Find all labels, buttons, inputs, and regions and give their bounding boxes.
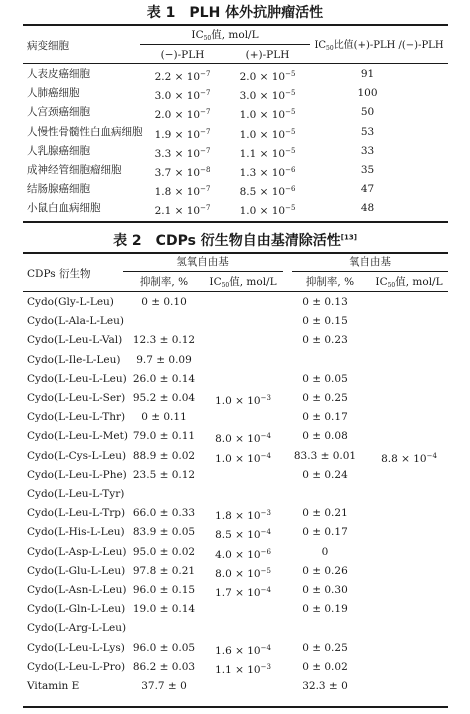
table1-row-cell: 人宫颈癌细胞	[27, 106, 90, 119]
table1-row-ratio: 100	[357, 87, 378, 100]
table1-row-cell: 小鼠白血病细胞	[27, 202, 101, 215]
table2-row-inhibition-1: 97.8 ± 0.21	[132, 564, 196, 577]
table2-row-inhibition-2: 0 ± 0.17	[302, 526, 348, 539]
table2-header-radical1: 氢氧自由基	[176, 256, 229, 268]
table1-row-neg: $1.8 \times 10^{-7}$	[154, 185, 211, 199]
table1-row-neg: $1.9 \times 10^{-7}$	[154, 127, 211, 141]
table2-row-name: Vitamin E	[27, 680, 80, 692]
table2-row-inhibition-2: 0 ± 0.15	[302, 315, 348, 328]
table2-header-compound: CDPs 衍生物	[27, 268, 91, 280]
table2-row-inhibition-1: 66.0 ± 0.33	[132, 507, 196, 520]
table2-bottom-rule	[23, 706, 448, 708]
table1-row-ratio: 48	[360, 202, 375, 215]
table2-row-inhibition-2: 0 ± 0.23	[302, 334, 348, 347]
table1-row-neg: $3.0 \times 10^{-7}$	[154, 89, 211, 103]
table2-row-name: Cydo(L-Leu-L-Pro)	[27, 660, 126, 673]
table2-row-inhibition-1: 79.0 ± 0.11	[132, 430, 196, 443]
table2-row-inhibition-2: 0 ± 0.24	[302, 468, 348, 481]
table2-row-inhibition-2: 83.3 ± 0.01	[293, 449, 357, 462]
table1-header-rule	[23, 63, 448, 64]
table2-header-ic50-2: IC50值, mol/L	[375, 276, 443, 289]
table2-row-ic50-1: $4.0 \times 10^{-6}$	[215, 547, 271, 561]
table1-header-neg: (−)-PLH	[160, 49, 205, 61]
table2-row-inhibition-1: 96.0 ± 0.05	[132, 641, 196, 654]
table1-row-ratio: 33	[360, 144, 375, 157]
table2-row-name: Cydo(L-Asp-L-Leu)	[27, 545, 127, 558]
table2-row-name: Cydo(L-Gln-L-Leu)	[27, 603, 126, 616]
table2-row-inhibition-2: 0 ± 0.02	[302, 660, 348, 673]
table2-row-inhibition-2: 0 ± 0.21	[302, 507, 348, 520]
table1-caption: 表 1 PLH 体外抗肿瘤活性	[146, 5, 324, 21]
table2-row-name: Cydo(L-Leu-L-Lys)	[27, 641, 125, 654]
table2-row-name: Cydo(L-Leu-L-Trp)	[27, 507, 126, 520]
table2-row-inhibition-1: 95.2 ± 0.04	[132, 392, 196, 404]
table2-row-name: Cydo(L-Glu-L-Leu)	[27, 564, 126, 577]
table1-row-neg: $3.7 \times 10^{-8}$	[154, 166, 211, 179]
table2-row-inhibition-1: 23.5 ± 0.12	[132, 468, 196, 481]
table2-row-inhibition-1: 96.0 ± 0.15	[132, 584, 196, 596]
table2-row-inhibition-2: 0	[321, 545, 329, 558]
table1-row-ratio: 53	[360, 125, 375, 138]
table2-row-name: Cydo(Gly-L-Leu)	[27, 296, 114, 308]
table2-row-inhibition-1: 26.0 ± 0.14	[132, 372, 196, 385]
table2-row-inhibition-2: 0 ± 0.17	[302, 411, 348, 424]
table2-subrule-2	[292, 271, 448, 272]
table1-bottom-rule	[23, 221, 448, 223]
table1-row-neg: $2.0 \times 10^{-7}$	[154, 108, 211, 122]
table1-row-neg: $2.1 \times 10^{-7}$	[154, 204, 211, 218]
table1-header-subrule	[140, 44, 310, 45]
table2-row-inhibition-1: 83.9 ± 0.05	[132, 526, 196, 539]
table2-row-inhibition-1: 0 ± 0.11	[141, 411, 187, 424]
table2-row-ic50-1: $8.0 \times 10^{-4}$	[215, 432, 271, 446]
table2-row-inhibition-1: 95.0 ± 0.02	[132, 545, 196, 558]
table2-row-name: Cydo(L-Leu-L-Val)	[27, 334, 123, 347]
table1-row-pos: $2.0 \times 10^{-5}$	[239, 70, 296, 83]
table1-row-pos: $8.5 \times 10^{-6}$	[239, 185, 296, 199]
table2-row-name: Cydo(L-Leu-L-Met)	[27, 430, 128, 443]
table2-row-name: Cydo(L-Arg-L-Leu)	[27, 622, 127, 635]
table2-row-name: Cydo(L-Leu-L-Phe)	[27, 468, 127, 481]
table2-row-name: Cydo(L-Leu-L-Ser)	[27, 392, 126, 404]
table2-row-inhibition-1: 19.0 ± 0.14	[132, 603, 196, 616]
table2-row-name: Cydo(L-Cys-L-Leu)	[27, 449, 127, 462]
table2-caption-ref: [13]	[340, 233, 357, 242]
table2-row-ic50-1: $1.0 \times 10^{-3}$	[215, 394, 271, 407]
table2-row-inhibition-1: 88.9 ± 0.02	[132, 449, 196, 462]
table2-row-inhibition-2: 32.3 ± 0	[302, 680, 348, 692]
table2-row-ic50-2: $8.8 \times 10^{-4}$	[381, 451, 437, 465]
table2-row-inhibition-1: 0 ± 0.10	[141, 296, 187, 308]
table2-row-inhibition-2: 0 ± 0.25	[302, 641, 348, 654]
table1-row-pos: $1.0 \times 10^{-5}$	[239, 127, 296, 141]
table1-row-cell: 成神经管细胞瘤细胞	[27, 164, 122, 176]
table2-row-ic50-1: $1.1 \times 10^{-3}$	[215, 662, 271, 676]
table2-row-inhibition-2: 0 ± 0.13	[302, 296, 348, 308]
table2-header-ic50-1: IC50值, mol/L	[209, 276, 277, 289]
table2-row-inhibition-2: 0 ± 0.19	[302, 603, 348, 616]
table1-row-ratio: 50	[360, 106, 375, 119]
table1-row-neg: $3.3 \times 10^{-7}$	[154, 146, 211, 160]
table2-row-inhibition-2: 0 ± 0.30	[302, 584, 348, 596]
table2-row-name: Cydo(L-Ile-L-Leu)	[27, 353, 121, 366]
table2-row-ic50-1: $1.6 \times 10^{-4}$	[215, 643, 271, 657]
table2-subrule-1	[123, 271, 283, 272]
table2-row-name: Cydo(L-Leu-L-Leu)	[27, 372, 127, 385]
table2-row-inhibition-2: 0 ± 0.25	[302, 392, 348, 404]
table2-row-inhibition-2: 0 ± 0.26	[302, 564, 348, 577]
table2-row-ic50-1: $8.5 \times 10^{-4}$	[215, 528, 271, 542]
table2-row-inhibition-1: 9.7 ± 0.09	[136, 353, 192, 366]
table1-header-pos: (+)-PLH	[245, 49, 290, 61]
table2-caption: 表 2 CDPs 衍生物自由基清除活性[13]	[113, 233, 357, 249]
table1-row-pos: $1.3 \times 10^{-6}$	[239, 166, 296, 179]
table1-row-pos: $1.1 \times 10^{-5}$	[239, 146, 296, 160]
table1-row-pos: $1.0 \times 10^{-5}$	[239, 204, 296, 218]
table2-row-name: Cydo(L-Ala-L-Leu)	[27, 315, 124, 328]
table2-row-name: Cydo(L-Asn-L-Leu)	[27, 584, 127, 596]
table2-row-name: Cydo(L-His-L-Leu)	[27, 526, 125, 539]
table2-row-name: Cydo(L-Leu-L-Thr)	[27, 411, 126, 424]
table1-row-ratio: 35	[360, 164, 375, 176]
table2-row-ic50-1: $1.7 \times 10^{-4}$	[215, 586, 271, 599]
table1-row-cell: 人乳腺癌细胞	[27, 144, 90, 157]
table2-row-name: Cydo(L-Leu-L-Tyr)	[27, 488, 125, 500]
table1-row-pos: $1.0 \times 10^{-5}$	[239, 108, 296, 122]
table2-row-ic50-1: $8.0 \times 10^{-5}$	[215, 566, 271, 580]
table1-row-cell: 人肺癌细胞	[27, 87, 80, 100]
table2-row-inhibition-2: 0 ± 0.05	[302, 372, 348, 385]
table1-row-ratio: 47	[360, 183, 375, 196]
table1-row-cell: 结肠腺癌细胞	[27, 183, 90, 196]
table1-row-cell: 人慢性骨髓性白血病细胞	[27, 125, 143, 138]
table1-row-neg: $2.2 \times 10^{-7}$	[154, 70, 211, 83]
table2-row-inhibition-2: 0 ± 0.08	[302, 430, 348, 443]
table2-header-radical2: 氧自由基	[349, 256, 391, 268]
table2-row-inhibition-1: 86.2 ± 0.03	[132, 660, 196, 673]
table1-header-cell: 病变细胞	[27, 40, 69, 52]
table2-row-ic50-1: $1.0 \times 10^{-4}$	[215, 451, 271, 465]
table2-top-rule	[23, 252, 448, 254]
table1-row-cell: 人表皮癌细胞	[27, 68, 90, 80]
table2-header-inhibition-1: 抑制率, %	[139, 276, 189, 288]
table1-header-ratio: $IC_{50}$比值(+)-PLH /(−)-PLH	[314, 40, 444, 52]
table2-row-inhibition-1: 37.7 ± 0	[141, 680, 187, 692]
table2-row-ic50-1: $1.8 \times 10^{-3}$	[215, 509, 271, 523]
table1-top-rule	[23, 24, 448, 26]
table2-header-rule	[23, 291, 448, 292]
table1-row-pos: $3.0 \times 10^{-5}$	[239, 89, 296, 103]
table2-row-inhibition-1: 12.3 ± 0.12	[132, 334, 196, 347]
table1-header-ic50: IC50值, mol/L	[191, 29, 259, 42]
table1-row-ratio: 91	[360, 68, 375, 80]
table2-header-inhibition-2: 抑制率, %	[305, 276, 355, 288]
